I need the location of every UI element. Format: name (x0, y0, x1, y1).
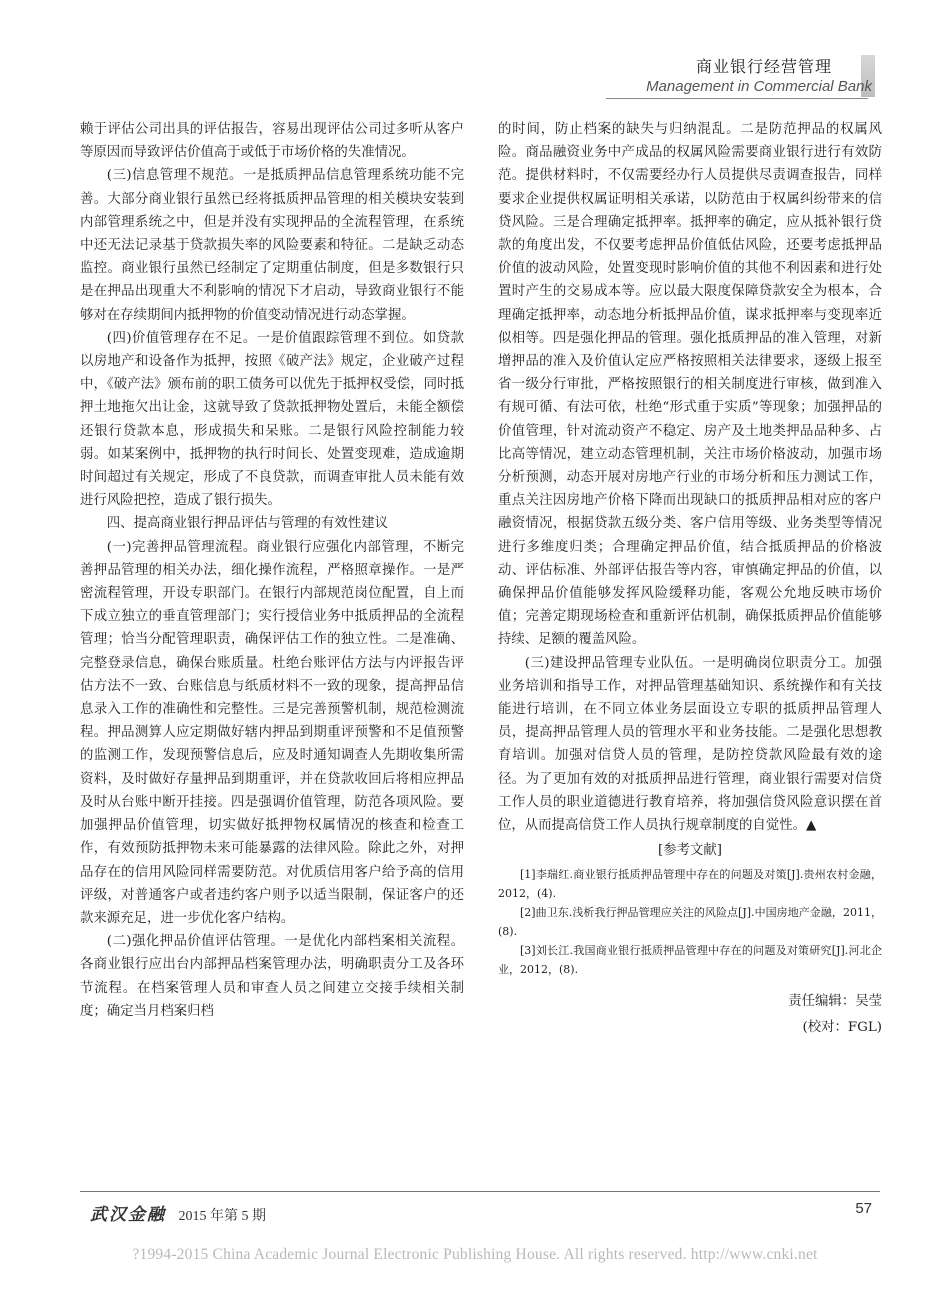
journal-brand: 武汉金融 (90, 1205, 166, 1225)
section-heading: 四、提高商业银行押品评估与管理的有效性建议 (106, 516, 388, 532)
section-title-english: Management in Commercial Bank (646, 78, 872, 95)
paragraph: 的时间，防止档案的缺失与归纳混乱。二是防范押品的权属风险。商品融资业务中产成品的权属风险需要商业银行进行有效防范。提供材料时，不仅需要经办行人员提供尽责调查报告，同样要求企业提供权属证明相关承诺，以防范由于权属纠纷带来的信贷风险。三是合理确定抵押率。抵押率的确定，应从抵补银行贷款的角度出发，不仅要考虑押品价值低估风险，还要考虑抵押品价值的波动风险，处置变现时影响价值的其他不利因素和进行处置时产生的交易成本等。应以最大限度保障贷款安全为根本，合理确定抵押率，动态地分析抵押品价值，谋求抵押率与变现率近似相等。四是强化押品的管理。强化抵质押品的准入管理，对新增押品的准入及价值认定应严格按照相关法律要求，逐级上报至省一级分行审批，严格按照银行的相关制度进行审核，做到准入有规可循、有法可依，杜绝“形式重于实质”等现象；加强押品的价值管理，针对流动资产不稳定、房产及土地类押品品种多、占比高等情况，建立动态管理机制，关注市场价格波动，加强市场分析预测，动态开展对房地产行业的市场分析和压力测试工作，重点关注因房地产价格下降而出现缺口的抵质押品相对应的客户融资情况，根据贷款五级分类、客户信用等级、业务类型等情况进行多维度归类；合理确定押品价值，结合抵质押品的价格波动、评估标准、外部评估报告等内容，审慎确定押品的价值，以确保押品价值能够发挥风险缓释功能，客观公允地反映市场价值；完善定期现场检查和重新评估机制，确保抵质押品价值能够持续、足额的覆盖风险。 (498, 122, 882, 648)
paragraph: (三)信息管理不规范。一是抵质押品信息管理系统功能不完善。大部分商业银行虽然已经将抵质押品管理的相关模块安装到内部管理系统之中，但是并没有实现押品的全流程管理，在系统中还无法记录基于贷款损失率的风险要素和特征。二是缺乏动态监控。商业银行虽然已经制定了定期重估制度，但是多数银行只是在押品出现重大不利影响的情况下才启动，导致商业银行不能够对在存续期间内抵押物的价值变动情况进行动态掌握。 (80, 168, 464, 323)
reference-item: [3]刘长江.我国商业银行抵质押品管理中存在的问题及对策研究[J].河北企业，2012，(8). (498, 943, 882, 976)
right-column (498, 118, 882, 1041)
responsible-editor: 责任编辑：吴莹 (788, 993, 882, 1009)
paragraph: (四)价值管理存在不足。一是价值跟踪管理不到位。如贷款以房地产和设备作为抵押，按照《破产法》规定，企业破产过程中，《破产法》颁布前的职工债务可以优先于抵押权受偿，同时抵押土地拖欠出让金，这就导致了贷款抵押物处置后，未能全额偿还银行贷款本息，形成损失和呆账。二是银行风险控制能力较弱。如某案例中，抵押物的执行时间长、处置变现难，造成逾期时间超过有关规定，形成了不良贷款，而调查审批人员未能有效进行风险把控，造成了银行损失。 (80, 330, 464, 509)
section-title: 商业银行经营管理 (695, 57, 832, 76)
paragraph: (一)完善押品管理流程。商业银行应强化内部管理，不断完善押品管理的相关办法，细化操作流程，严格照章操作。一是严密流程管理，开设专职部门。在银行内部规范岗位配置，自上而下成立独立的垂直管理部门；实行授信业务中抵质押品的全流程管理；恰当分配管理职责，确保评估工作的独立性。二是准确、完整登录信息，确保台账质量。杜绝台账评估方法与内评报告评估方法不一致、台账信息与纸质材料不一致的现象，提高押品信息录入工作的准确性和完整性。三是完善预警机制，规范检测流程。押品测算人应定期做好辖内押品到期重评预警和不足值预警的监测工作，发现预警信息后，应及时通知调查人先期收集所需资料，及时做好存量押品到期重评，并在贷款收回后将相应押品及时从台账中断开挂接。四是强调价值管理，防范各项风险。要加强押品价值管理，切实做好抵押物权属情况的核查和检查工作，有效预防抵押物未来可能暴露的法律风险。除此之外，对押品存在的信用风险同样需要防范。对优质信用客户给予高的信用评级，对普通客户或者违约客户则予以适当限制，保证客户的还款来源充足，进一步优化客户结构。 (80, 539, 464, 926)
copyright-notice: ?1994-2015 China Academic Journal Electronic Publishing House. All rights reserved. http://www.cnki.net (132, 1246, 818, 1263)
header-divider (606, 98, 868, 99)
right-column-body (498, 118, 882, 837)
reference-item: [1]李瑞红.商业银行抵质押品管理中存在的问题及对策[J].贵州农村金融，2012，(4). (498, 867, 882, 900)
left-column (80, 118, 464, 1023)
paragraph: 赖于评估公司出具的评估报告，容易出现评估公司过多听从客户等原因而导致评估价值高于或低于市场价格的失准情况。 (80, 122, 464, 161)
page-number: 57 (855, 1200, 872, 1217)
page-header (0, 0, 950, 110)
references-list (498, 865, 882, 979)
footer-divider (80, 1191, 880, 1192)
reference-item: [2]曲卫东.浅析我行押品管理应关注的风险点[J].中国房地产金融，2011，(8). (498, 905, 882, 938)
editor-credits (498, 989, 882, 1041)
proofreader: (校对：FGL) (802, 1019, 882, 1035)
paragraph: (三)建设押品管理专业队伍。一是明确岗位职责分工。加强业务培训和指导工作，对押品管理基础知识、系统操作和有关技能进行培训，在不同立体业务层面设立专职的抵质押品管理人员，提高押品管理人员的管理水平和业务技能。二是强化思想教育培训。加强对信贷人员的管理，是防控贷款风险最有效的途径。为了更加有效的对抵质押品进行管理，商业银行需要对信贷工作人员的职业道德进行教育培养，将加强信贷风险意识摆在首位，从而提高信贷工作人员执行规章制度的自觉性。▲ (498, 655, 882, 834)
references-heading: [参考文献] (657, 843, 722, 859)
journal-footer (90, 1200, 266, 1225)
journal-issue: 2015 年第 5 期 (178, 1209, 266, 1224)
paragraph: (二)强化押品价值评估管理。一是优化内部档案相关流程。各商业银行应出台内部押品档案管理办法，明确职责分工及各环节流程。在档案管理人员和审查人员之间建立交接手续相关制度；确定当月档案归档 (80, 934, 464, 1019)
